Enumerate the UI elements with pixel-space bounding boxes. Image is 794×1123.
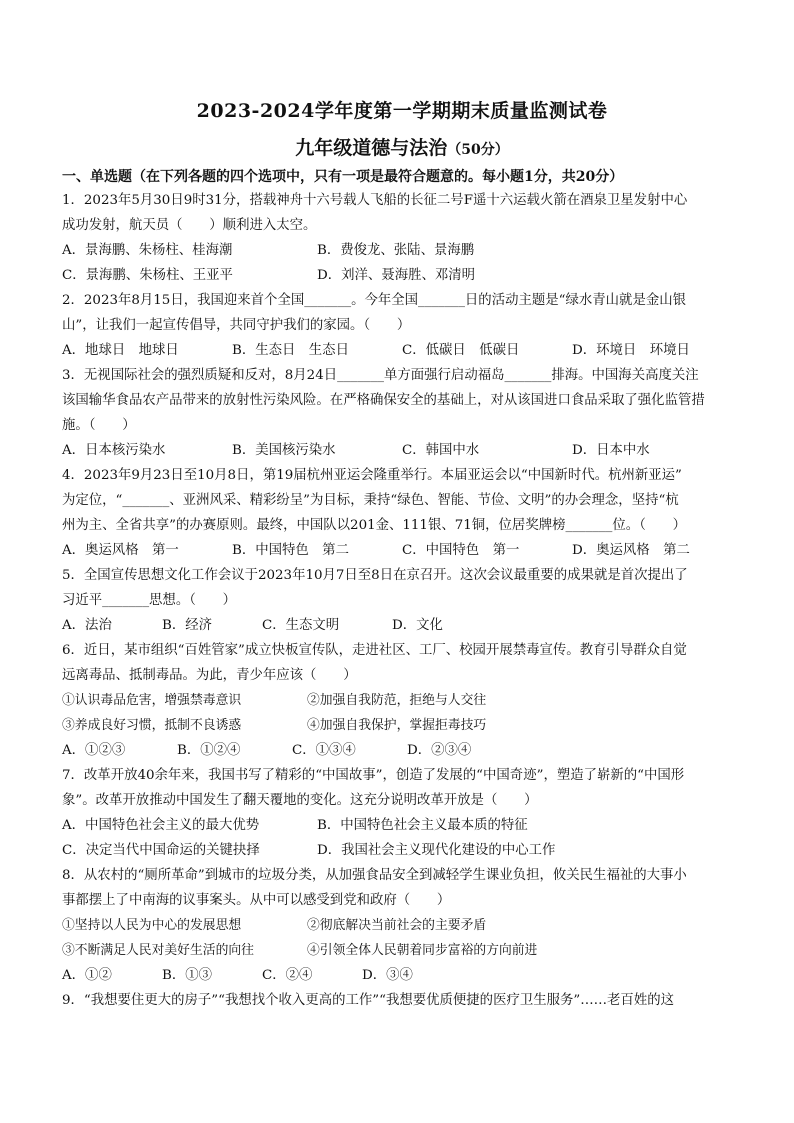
option-b: B．中国特色社会主义最本质的特征: [317, 818, 528, 833]
statements-row: [62, 688, 742, 713]
statement-4: ④加强自我保护，掌握拒毒技巧: [307, 718, 487, 733]
statement-1: ①认识毒品危害，增强禁毒意识: [62, 693, 242, 708]
options-row: [62, 738, 742, 763]
option-c: C．低碳日 低碳日: [402, 343, 520, 358]
question-5: [62, 563, 742, 638]
question-9: [62, 988, 742, 1013]
question-text: 1．2023年5月30日9时31分，搭载神舟十六号载人飞船的长征二号F遥十六运载火箭在酒泉卫星发射中心: [62, 193, 688, 208]
option-d: D．②③④: [407, 743, 472, 758]
question-3: [62, 363, 742, 463]
exam-title: 2023-2024学年度第一学期期末质量监测试卷: [196, 100, 608, 122]
question-text: 3．无视国际社会的强烈质疑和反对，8月24日_______单方面强行启动福岛_______排海。中国海关高度关注: [62, 368, 699, 383]
question-1: [62, 188, 742, 288]
question-text: 远离毒品、抵制毒品。为此，青少年应该（ ）: [62, 668, 357, 683]
statement-3: ③不断满足人民对美好生活的向往: [62, 943, 254, 958]
option-d: D．文化: [392, 618, 443, 633]
question-8: [62, 863, 742, 988]
question-text: 山”，让我们一起宣传倡导，共同守护我们的家园。（ ）: [62, 318, 411, 333]
exam-page: [62, 96, 742, 1013]
option-d: D．环境日 环境日: [572, 343, 690, 358]
option-b: B．生态日 生态日: [232, 343, 349, 358]
subject-title: 九年级道德与法治: [295, 137, 448, 159]
options-row: [62, 838, 742, 863]
option-c: C．生态文明: [262, 618, 340, 633]
option-a: A．①②③: [62, 743, 126, 758]
option-b: B．①③: [162, 968, 213, 983]
statement-3: ③养成良好习惯，抵制不良诱惑: [62, 718, 242, 733]
exam-subtitle: [62, 133, 742, 160]
options-row: [62, 438, 742, 463]
statement-2: ②加强自我防范，拒绝与人交往: [307, 693, 487, 708]
question-text: 该国输华食品农产品带来的放射性污染风险。在严格确保安全的基础上，对从该国进口食品采取了强化监管措: [62, 393, 705, 408]
option-b: B．费俊龙、张陆、景海鹏: [317, 243, 475, 258]
question-text: 5．全国宣传思想文化工作会议于2023年10月7日至8日在京召开。这次会议最重要的成果就是首次提出了: [62, 568, 688, 583]
option-d: D．③④: [362, 968, 413, 983]
option-d: D．日本中水: [572, 443, 650, 458]
option-c: C．决定当代中国命运的关键抉择: [62, 843, 260, 858]
option-b: B．经济: [162, 618, 213, 633]
question-text: 7．改革开放40余年来，我国书写了精彩的“中国故事”，创造了发展的“中国奇迹”，塑造了崭新的“中国形: [62, 768, 685, 783]
options-row: [62, 613, 742, 638]
options-row: [62, 238, 742, 263]
question-text: 习近平_______思想。（ ）: [62, 593, 237, 608]
question-2: [62, 288, 742, 363]
statement-2: ②彻底解决当前社会的主要矛盾: [307, 918, 487, 933]
question-7: [62, 763, 742, 863]
question-text: 2．2023年8月15日，我国迎来首个全国_______。今年全国_______日的活动主题是“绿水青山就是金山银: [62, 293, 687, 308]
option-a: A．法治: [62, 618, 112, 633]
option-c: C．景海鹏、朱杨柱、王亚平: [62, 268, 233, 283]
option-a: A．①②: [62, 968, 112, 983]
section-heading: 一、单选题（在下列各题的四个选项中，只有一项是最符合题意的。每小题1分，共20分）: [62, 169, 624, 185]
option-b: B．美国核污染水: [232, 443, 336, 458]
options-row: [62, 963, 742, 988]
question-text: 事都摆上了中南海的议事案头。从中可以感受到党和政府（ ）: [62, 893, 451, 908]
option-c: C．①③④: [292, 743, 356, 758]
question-text: 9．“我想要住更大的房子”“我想找个收入更高的工作”“我想要优质便捷的医疗卫生服务”……老百姓的这: [62, 993, 674, 1008]
option-d: D．我国社会主义现代化建设的中心工作: [317, 843, 556, 858]
option-a: A．地球日 地球日: [62, 343, 179, 358]
option-c: C．②④: [262, 968, 313, 983]
statement-4: ④引领全体人民朝着同步富裕的方向前进: [307, 943, 538, 958]
options-row: [62, 538, 742, 563]
option-c: C．中国特色 第一: [402, 543, 520, 558]
options-row: [62, 813, 742, 838]
statements-row: [62, 913, 742, 938]
question-text: 4．2023年9月23日至10月8日，第19届杭州亚运会隆重举行。本届亚运会以“中国新时代。杭州新亚运”: [62, 468, 682, 483]
option-b: B．①②④: [177, 743, 241, 758]
question-text: 州为主、全省共享”的办赛原则。最终，中国队以201金、111银、71铜，位居奖牌榜_______位。（ ）: [62, 518, 687, 533]
statements-row: [62, 713, 742, 738]
options-row: [62, 338, 742, 363]
option-a: A．景海鹏、朱杨柱、桂海潮: [62, 243, 233, 258]
option-a: A．日本核污染水: [62, 443, 166, 458]
total-score: （50分）: [447, 142, 509, 158]
question-text: 成功发射，航天员（ ）顺利进入太空。: [62, 218, 317, 233]
statements-row: [62, 938, 742, 963]
option-d: D．奥运风格 第二: [572, 543, 690, 558]
question-text: 6．近日，某市组织“百姓管家”成立快板宣传队，走进社区、工厂、校园开展禁毒宣传。教育引导群众自觉: [62, 643, 687, 658]
options-row: [62, 263, 742, 288]
statement-1: ①坚持以人民为中心的发展思想: [62, 918, 242, 933]
option-d: D．刘洋、聂海胜、邓清明: [317, 268, 476, 283]
question-text: 8．从农村的“厕所革命”到城市的垃圾分类，从加强食品安全到减轻学生课业负担，攸关民生福祉的大事小: [62, 868, 687, 883]
question-text: 施。（ ）: [62, 418, 136, 433]
question-text: 为定位，“_______、亚洲风采、精彩纷呈”为目标，秉持“绿色、智能、节俭、文明”的办会理念，坚持“杭: [62, 493, 679, 508]
option-b: B．中国特色 第二: [232, 543, 349, 558]
option-a: A．中国特色社会主义的最大优势: [62, 818, 260, 833]
option-c: C．韩国中水: [402, 443, 480, 458]
question-4: [62, 463, 742, 563]
question-text: 象”。改革开放推动中国发生了翻天覆地的变化。这充分说明改革开放是（ ）: [62, 793, 538, 808]
option-a: A．奥运风格 第一: [62, 543, 179, 558]
question-6: [62, 638, 742, 763]
